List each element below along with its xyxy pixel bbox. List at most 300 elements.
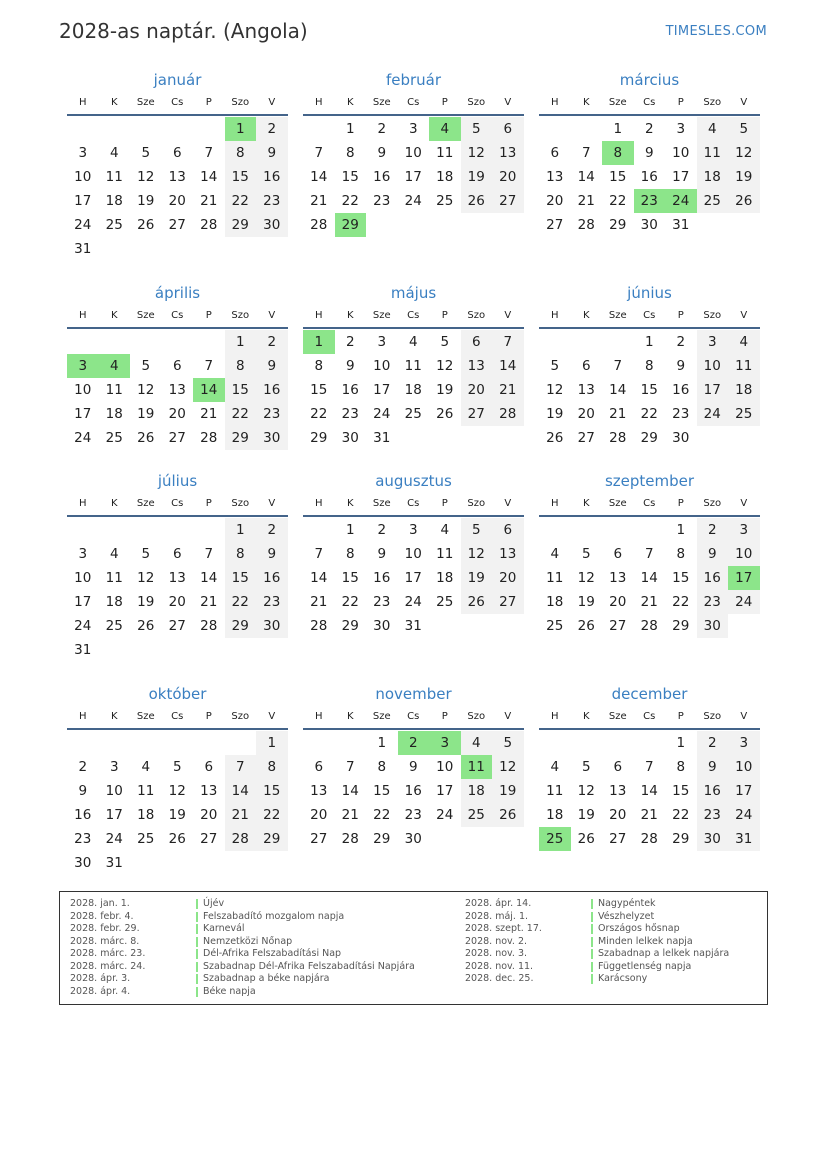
day-grid bbox=[539, 731, 760, 851]
day-cell: 12 bbox=[461, 141, 493, 165]
weekday-label: P bbox=[677, 97, 684, 108]
day-cell: 7 bbox=[492, 330, 524, 354]
day-cell: 4 bbox=[728, 330, 760, 354]
day-cell: 18 bbox=[404, 382, 422, 398]
weekday-label: H bbox=[314, 97, 323, 108]
day-cell: 27 bbox=[546, 217, 564, 233]
weekday-label: H bbox=[78, 498, 87, 509]
legend-item bbox=[465, 911, 765, 924]
day-cell: 8 bbox=[345, 145, 355, 161]
day-cell: 19 bbox=[137, 193, 155, 209]
day-cell: 28 bbox=[225, 827, 257, 851]
legend-holiday-name: Nemzetközi Nőnap bbox=[203, 935, 293, 947]
day-cell: 14 bbox=[310, 169, 328, 185]
day-cell: 28 bbox=[640, 831, 658, 847]
day-cell: 1 bbox=[225, 117, 257, 141]
day-cell: 6 bbox=[314, 759, 324, 775]
day-cell: 19 bbox=[492, 779, 524, 803]
day-cell: 14 bbox=[200, 169, 218, 185]
day-cell: 5 bbox=[492, 731, 524, 755]
day-cell: 10 bbox=[728, 542, 760, 566]
holiday-marker bbox=[591, 937, 593, 947]
weekday-label: H bbox=[550, 310, 559, 321]
legend-item bbox=[70, 973, 450, 986]
day-cell: 9 bbox=[408, 759, 418, 775]
day-cell: 25 bbox=[105, 217, 123, 233]
day-cell: 23 bbox=[341, 406, 359, 422]
day-cell: 6 bbox=[550, 145, 560, 161]
empty-cell bbox=[303, 117, 335, 141]
empty-cell bbox=[193, 117, 225, 141]
month-name: szeptember bbox=[604, 472, 695, 490]
day-cell: 31 bbox=[672, 217, 690, 233]
legend-date: 2028. nov. 3. bbox=[465, 948, 528, 959]
empty-cell bbox=[602, 731, 634, 755]
weekday-label: Cs bbox=[643, 310, 656, 321]
day-cell: 18 bbox=[436, 570, 454, 586]
legend-item bbox=[70, 923, 450, 936]
day-cell: 1 bbox=[303, 330, 335, 354]
day-cell: 30 bbox=[697, 827, 729, 851]
day-cell: 10 bbox=[404, 546, 422, 562]
day-cell: 20 bbox=[546, 193, 564, 209]
day-cell: 1 bbox=[377, 735, 387, 751]
day-cell: 25 bbox=[539, 827, 571, 851]
day-cell: 21 bbox=[310, 193, 328, 209]
day-cell: 29 bbox=[310, 430, 328, 446]
weekday-label: P bbox=[677, 310, 684, 321]
weekday-label: H bbox=[78, 310, 87, 321]
empty-cell bbox=[539, 518, 571, 542]
weekday-label: P bbox=[441, 498, 448, 509]
day-cell: 25 bbox=[105, 430, 123, 446]
day-cell: 15 bbox=[310, 382, 328, 398]
weekday-header bbox=[67, 706, 288, 730]
day-cell: 27 bbox=[492, 590, 524, 614]
day-cell: 16 bbox=[74, 807, 92, 823]
day-cell: 9 bbox=[697, 542, 729, 566]
legend-holiday-name: Béke napja bbox=[203, 985, 256, 997]
holiday-marker bbox=[196, 937, 198, 947]
day-cell: 17 bbox=[373, 382, 391, 398]
day-cell: 13 bbox=[168, 169, 186, 185]
day-cell: 14 bbox=[577, 169, 595, 185]
day-cell: 1 bbox=[225, 518, 257, 542]
weekday-label: H bbox=[314, 310, 323, 321]
day-cell: 18 bbox=[461, 779, 493, 803]
day-cell: 4 bbox=[550, 546, 560, 562]
empty-cell bbox=[634, 518, 666, 542]
day-cell: 27 bbox=[200, 831, 218, 847]
day-cell: 1 bbox=[345, 121, 355, 137]
weekday-label: P bbox=[205, 498, 212, 509]
holiday-marker bbox=[591, 949, 593, 959]
day-cell: 7 bbox=[204, 546, 214, 562]
empty-cell bbox=[162, 117, 194, 141]
holiday-marker bbox=[196, 924, 198, 934]
weekday-label: V bbox=[504, 498, 512, 509]
day-cell: 2 bbox=[398, 731, 430, 755]
day-cell: 6 bbox=[492, 518, 524, 542]
day-cell: 8 bbox=[602, 141, 634, 165]
day-cell: 18 bbox=[105, 594, 123, 610]
empty-cell bbox=[67, 117, 99, 141]
month-name: február bbox=[385, 71, 442, 89]
weekday-header bbox=[67, 493, 288, 517]
day-cell: 1 bbox=[225, 330, 257, 354]
weekday-label: Cs bbox=[171, 711, 184, 722]
month-name: május bbox=[390, 284, 437, 302]
day-cell: 16 bbox=[341, 382, 359, 398]
day-cell: 6 bbox=[492, 117, 524, 141]
day-cell: 12 bbox=[546, 382, 564, 398]
empty-cell bbox=[67, 330, 99, 354]
empty-cell bbox=[335, 731, 367, 755]
empty-cell bbox=[193, 330, 225, 354]
day-cell: 19 bbox=[577, 594, 595, 610]
empty-cell bbox=[162, 330, 194, 354]
day-cell: 8 bbox=[644, 358, 654, 374]
day-grid bbox=[67, 518, 288, 662]
day-cell: 15 bbox=[341, 169, 359, 185]
day-cell: 11 bbox=[105, 169, 123, 185]
weekday-label: H bbox=[550, 97, 559, 108]
day-cell: 22 bbox=[225, 189, 257, 213]
day-cell: 20 bbox=[310, 807, 328, 823]
empty-cell bbox=[130, 330, 162, 354]
holiday-marker bbox=[196, 899, 198, 909]
day-cell: 17 bbox=[672, 169, 690, 185]
legend-holiday-name: Dél-Afrika Felszabadítási Nap bbox=[203, 948, 342, 959]
day-cell: 13 bbox=[609, 570, 627, 586]
day-cell: 24 bbox=[697, 402, 729, 426]
weekday-label: P bbox=[205, 310, 212, 321]
day-cell: 17 bbox=[436, 783, 454, 799]
legend-holiday-name: Karnevál bbox=[203, 923, 245, 934]
day-cell: 31 bbox=[373, 430, 391, 446]
weekday-label: K bbox=[582, 498, 590, 509]
empty-cell bbox=[193, 518, 225, 542]
day-cell: 26 bbox=[728, 189, 760, 213]
day-cell: 18 bbox=[137, 807, 155, 823]
empty-cell bbox=[67, 518, 99, 542]
weekday-label: Cs bbox=[171, 97, 184, 108]
weekday-header bbox=[303, 92, 524, 116]
weekday-label: Szo bbox=[703, 310, 722, 321]
weekday-label: H bbox=[314, 498, 323, 509]
day-cell: 26 bbox=[168, 831, 186, 847]
month-9 bbox=[539, 472, 760, 638]
day-grid bbox=[303, 330, 524, 450]
day-cell: 4 bbox=[697, 117, 729, 141]
day-cell: 4 bbox=[109, 546, 119, 562]
month-name: április bbox=[154, 284, 201, 302]
weekday-label: Szo bbox=[467, 310, 486, 321]
day-cell: 1 bbox=[256, 731, 288, 755]
day-cell: 19 bbox=[461, 165, 493, 189]
empty-cell bbox=[225, 731, 257, 755]
day-cell: 29 bbox=[373, 831, 391, 847]
day-cell: 12 bbox=[137, 570, 155, 586]
legend-column-1 bbox=[70, 898, 450, 998]
holiday-legend bbox=[59, 891, 768, 1005]
day-cell: 2 bbox=[697, 731, 729, 755]
day-cell: 12 bbox=[168, 783, 186, 799]
day-cell: 30 bbox=[341, 430, 359, 446]
day-cell: 28 bbox=[200, 217, 218, 233]
day-cell: 15 bbox=[256, 779, 288, 803]
weekday-label: K bbox=[110, 97, 118, 108]
weekday-label: Cs bbox=[407, 97, 420, 108]
day-cell: 26 bbox=[577, 618, 595, 634]
day-cell: 13 bbox=[168, 570, 186, 586]
month-5 bbox=[303, 284, 524, 450]
day-cell: 7 bbox=[314, 546, 324, 562]
weekday-label: Szo bbox=[231, 711, 250, 722]
day-cell: 21 bbox=[200, 594, 218, 610]
day-cell: 8 bbox=[225, 354, 257, 378]
empty-cell bbox=[571, 731, 603, 755]
empty-cell bbox=[130, 518, 162, 542]
month-8 bbox=[303, 472, 524, 638]
legend-item bbox=[465, 923, 765, 936]
day-cell: 21 bbox=[640, 594, 658, 610]
day-cell: 2 bbox=[256, 117, 288, 141]
weekday-label: P bbox=[441, 97, 448, 108]
day-cell: 22 bbox=[609, 193, 627, 209]
weekday-label: P bbox=[441, 711, 448, 722]
day-cell: 11 bbox=[436, 546, 454, 562]
weekday-label: P bbox=[441, 310, 448, 321]
day-cell: 5 bbox=[141, 145, 151, 161]
weekday-label: Sze bbox=[372, 97, 391, 108]
day-cell: 24 bbox=[74, 217, 92, 233]
day-cell: 28 bbox=[310, 618, 328, 634]
empty-cell bbox=[539, 117, 571, 141]
day-cell: 20 bbox=[492, 566, 524, 590]
weekday-label: V bbox=[504, 310, 512, 321]
day-cell: 12 bbox=[728, 141, 760, 165]
day-cell: 17 bbox=[404, 570, 422, 586]
day-cell: 3 bbox=[67, 354, 99, 378]
day-cell: 22 bbox=[672, 807, 690, 823]
day-cell: 23 bbox=[256, 189, 288, 213]
day-cell: 10 bbox=[672, 145, 690, 161]
weekday-label: Sze bbox=[136, 498, 155, 509]
holiday-marker bbox=[196, 987, 198, 997]
day-cell: 25 bbox=[436, 193, 454, 209]
day-cell: 16 bbox=[256, 378, 288, 402]
day-cell: 8 bbox=[345, 546, 355, 562]
day-cell: 22 bbox=[640, 406, 658, 422]
day-cell: 28 bbox=[492, 402, 524, 426]
day-cell: 27 bbox=[461, 402, 493, 426]
day-cell: 17 bbox=[728, 566, 760, 590]
day-cell: 15 bbox=[672, 570, 690, 586]
day-cell: 12 bbox=[137, 382, 155, 398]
day-cell: 21 bbox=[577, 193, 595, 209]
day-cell: 11 bbox=[105, 570, 123, 586]
day-cell: 3 bbox=[377, 334, 387, 350]
holiday-marker bbox=[196, 962, 198, 972]
day-cell: 10 bbox=[74, 169, 92, 185]
day-cell: 7 bbox=[225, 755, 257, 779]
day-cell: 6 bbox=[613, 759, 623, 775]
day-cell: 1 bbox=[676, 735, 686, 751]
day-cell: 10 bbox=[105, 783, 123, 799]
day-cell: 8 bbox=[225, 141, 257, 165]
weekday-label: Sze bbox=[136, 97, 155, 108]
day-cell: 24 bbox=[74, 430, 92, 446]
day-cell: 10 bbox=[728, 755, 760, 779]
legend-item bbox=[465, 973, 765, 986]
month-4 bbox=[67, 284, 288, 450]
day-cell: 24 bbox=[665, 189, 697, 213]
day-cell: 17 bbox=[74, 193, 92, 209]
empty-cell bbox=[130, 731, 162, 755]
month-7 bbox=[67, 472, 288, 662]
day-cell: 29 bbox=[256, 827, 288, 851]
day-cell: 25 bbox=[137, 831, 155, 847]
weekday-header bbox=[303, 706, 524, 730]
day-cell: 15 bbox=[609, 169, 627, 185]
holiday-marker bbox=[196, 974, 198, 984]
day-cell: 21 bbox=[310, 594, 328, 610]
empty-cell bbox=[303, 731, 335, 755]
day-cell: 22 bbox=[310, 406, 328, 422]
weekday-label: Sze bbox=[136, 711, 155, 722]
weekday-label: K bbox=[110, 498, 118, 509]
day-cell: 31 bbox=[404, 618, 422, 634]
month-1 bbox=[67, 71, 288, 261]
day-cell: 4 bbox=[109, 145, 119, 161]
day-cell: 12 bbox=[137, 169, 155, 185]
day-cell: 13 bbox=[609, 783, 627, 799]
day-cell: 24 bbox=[404, 193, 422, 209]
legend-date: 2028. nov. 2. bbox=[465, 935, 528, 947]
day-cell: 19 bbox=[728, 165, 760, 189]
weekday-label: V bbox=[740, 711, 748, 722]
legend-date: 2028. márc. 24. bbox=[70, 960, 146, 972]
day-cell: 14 bbox=[200, 570, 218, 586]
day-cell: 26 bbox=[546, 430, 564, 446]
day-grid bbox=[539, 518, 760, 638]
day-cell: 4 bbox=[408, 334, 418, 350]
legend-item bbox=[70, 948, 450, 961]
day-cell: 3 bbox=[728, 518, 760, 542]
day-cell: 17 bbox=[404, 169, 422, 185]
weekday-label: P bbox=[205, 97, 212, 108]
day-cell: 6 bbox=[172, 145, 182, 161]
weekday-label: Szo bbox=[703, 97, 722, 108]
weekday-label: K bbox=[582, 97, 590, 108]
legend-item bbox=[465, 961, 765, 974]
day-cell: 12 bbox=[492, 755, 524, 779]
weekday-label: K bbox=[582, 711, 590, 722]
day-cell: 21 bbox=[200, 193, 218, 209]
day-cell: 29 bbox=[335, 213, 367, 237]
holiday-marker bbox=[196, 949, 198, 959]
day-cell: 31 bbox=[74, 642, 92, 658]
day-cell: 18 bbox=[105, 406, 123, 422]
day-cell: 28 bbox=[200, 618, 218, 634]
legend-date: 2028. márc. 8. bbox=[70, 935, 140, 947]
legend-date: 2028. ápr. 4. bbox=[70, 985, 131, 997]
legend-date: 2028. jan. 1. bbox=[70, 898, 130, 909]
day-cell: 28 bbox=[577, 217, 595, 233]
weekday-label: V bbox=[268, 711, 276, 722]
weekday-label: Cs bbox=[407, 310, 420, 321]
day-cell: 31 bbox=[74, 241, 92, 257]
day-cell: 14 bbox=[640, 570, 658, 586]
month-6 bbox=[539, 284, 760, 450]
day-cell: 18 bbox=[546, 807, 564, 823]
day-cell: 27 bbox=[609, 618, 627, 634]
day-cell: 11 bbox=[461, 755, 493, 779]
day-cell: 1 bbox=[676, 522, 686, 538]
day-cell: 25 bbox=[105, 618, 123, 634]
day-cell: 30 bbox=[373, 618, 391, 634]
empty-cell bbox=[539, 731, 571, 755]
day-cell: 29 bbox=[640, 430, 658, 446]
day-cell: 26 bbox=[137, 618, 155, 634]
day-cell: 25 bbox=[404, 406, 422, 422]
day-cell: 9 bbox=[377, 145, 387, 161]
weekday-label: V bbox=[740, 498, 748, 509]
day-cell: 11 bbox=[546, 783, 564, 799]
day-cell: 13 bbox=[546, 169, 564, 185]
day-cell: 7 bbox=[581, 145, 591, 161]
month-name: augusztus bbox=[375, 472, 452, 490]
day-cell: 5 bbox=[550, 358, 560, 374]
day-cell: 8 bbox=[314, 358, 324, 374]
day-cell: 13 bbox=[168, 382, 186, 398]
day-cell: 11 bbox=[105, 382, 123, 398]
day-cell: 2 bbox=[644, 121, 654, 137]
day-cell: 17 bbox=[74, 406, 92, 422]
weekday-label: V bbox=[740, 310, 748, 321]
day-cell: 5 bbox=[172, 759, 182, 775]
day-cell: 11 bbox=[137, 783, 155, 799]
weekday-header bbox=[303, 305, 524, 329]
empty-cell bbox=[303, 518, 335, 542]
empty-cell bbox=[67, 731, 99, 755]
day-cell: 21 bbox=[341, 807, 359, 823]
brand-link[interactable]: TIMESLES.COM bbox=[665, 24, 767, 39]
day-cell: 22 bbox=[225, 590, 257, 614]
day-cell: 3 bbox=[408, 121, 418, 137]
weekday-label: Cs bbox=[643, 498, 656, 509]
legend-date: 2028. szept. 17. bbox=[465, 923, 542, 934]
day-cell: 10 bbox=[436, 759, 454, 775]
day-cell: 7 bbox=[345, 759, 355, 775]
legend-item bbox=[70, 898, 450, 911]
day-cell: 9 bbox=[256, 542, 288, 566]
day-cell: 16 bbox=[697, 779, 729, 803]
day-cell: 24 bbox=[105, 831, 123, 847]
day-grid bbox=[67, 330, 288, 450]
day-cell: 20 bbox=[168, 406, 186, 422]
day-cell: 3 bbox=[78, 546, 88, 562]
weekday-label: V bbox=[504, 711, 512, 722]
legend-holiday-name: Nagypéntek bbox=[598, 898, 656, 909]
day-cell: 2 bbox=[377, 121, 387, 137]
empty-cell bbox=[99, 330, 131, 354]
day-cell: 13 bbox=[492, 542, 524, 566]
weekday-label: H bbox=[550, 498, 559, 509]
day-cell: 24 bbox=[74, 618, 92, 634]
day-cell: 26 bbox=[461, 590, 493, 614]
